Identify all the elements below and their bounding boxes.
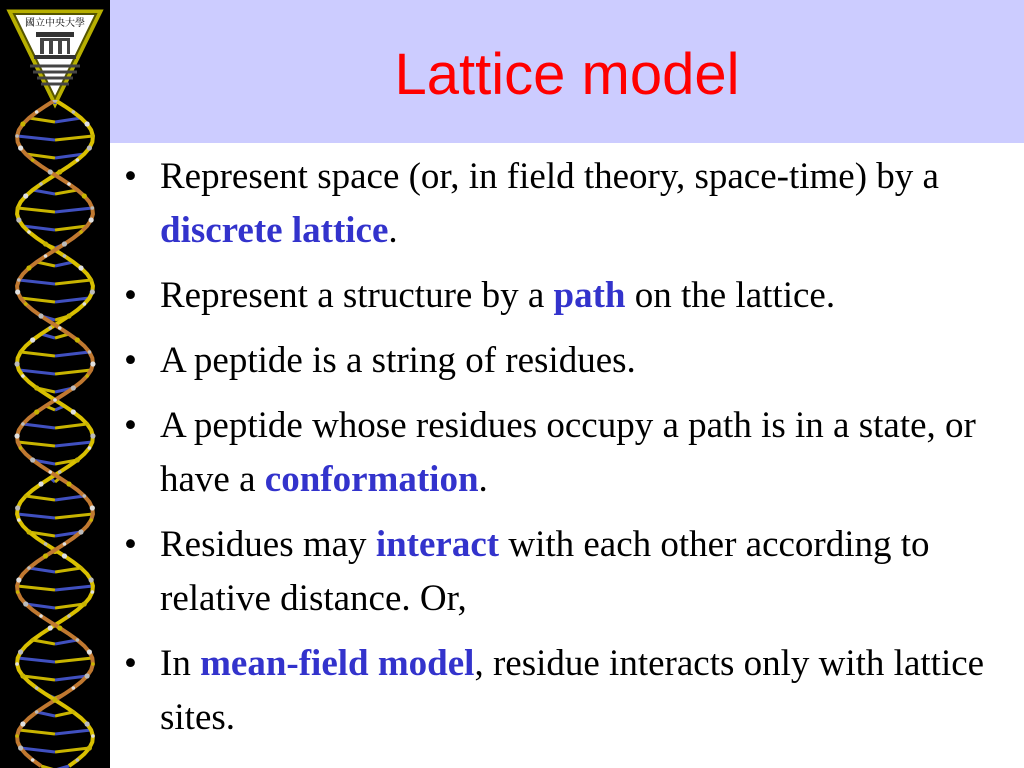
list-item bbox=[120, 518, 1015, 626]
list-item bbox=[120, 334, 1015, 388]
bullet-text: A peptide is a string of residues. bbox=[160, 340, 636, 381]
bullet-marker: • bbox=[124, 643, 137, 684]
logo-text: 國立中央大學 bbox=[25, 18, 85, 29]
bullet-marker: • bbox=[124, 340, 137, 381]
bullet-text: with each other according to relative distance. Or, bbox=[160, 524, 930, 619]
bullet-text: Residues may bbox=[160, 524, 376, 565]
list-item bbox=[120, 150, 1015, 258]
emphasized-term: mean-field model bbox=[200, 643, 475, 684]
bullet-text: Represent a structure by a bbox=[160, 275, 554, 316]
bullet-text: . bbox=[478, 459, 488, 500]
bullet-text: . bbox=[388, 210, 398, 251]
bullet-text: A peptide whose residues occupy a path is in a state, or have a bbox=[160, 405, 976, 500]
list-item bbox=[120, 269, 1015, 323]
slide-title: Lattice model bbox=[394, 42, 740, 107]
emphasized-term: discrete lattice bbox=[160, 210, 389, 251]
bullet-text: , residue interacts only with lattice sites. bbox=[160, 643, 985, 738]
bullet-marker: • bbox=[124, 405, 137, 446]
bullet-marker: • bbox=[124, 524, 137, 565]
emphasized-term: interact bbox=[375, 524, 500, 565]
emphasized-term: conformation bbox=[264, 459, 479, 500]
bullet-text: on the lattice. bbox=[625, 275, 836, 316]
bullet-marker: • bbox=[124, 156, 137, 197]
emphasized-term: path bbox=[553, 275, 626, 316]
list-item bbox=[120, 637, 1015, 745]
bullet-list bbox=[120, 150, 1015, 756]
dna-double-helix-icon bbox=[0, 100, 110, 768]
bullet-marker: • bbox=[124, 275, 137, 316]
sidebar bbox=[0, 0, 110, 768]
bullet-text: Represent space (or, in field theory, space-time) by a bbox=[160, 156, 939, 197]
list-item bbox=[120, 399, 1015, 507]
bullet-text: In bbox=[160, 643, 201, 684]
